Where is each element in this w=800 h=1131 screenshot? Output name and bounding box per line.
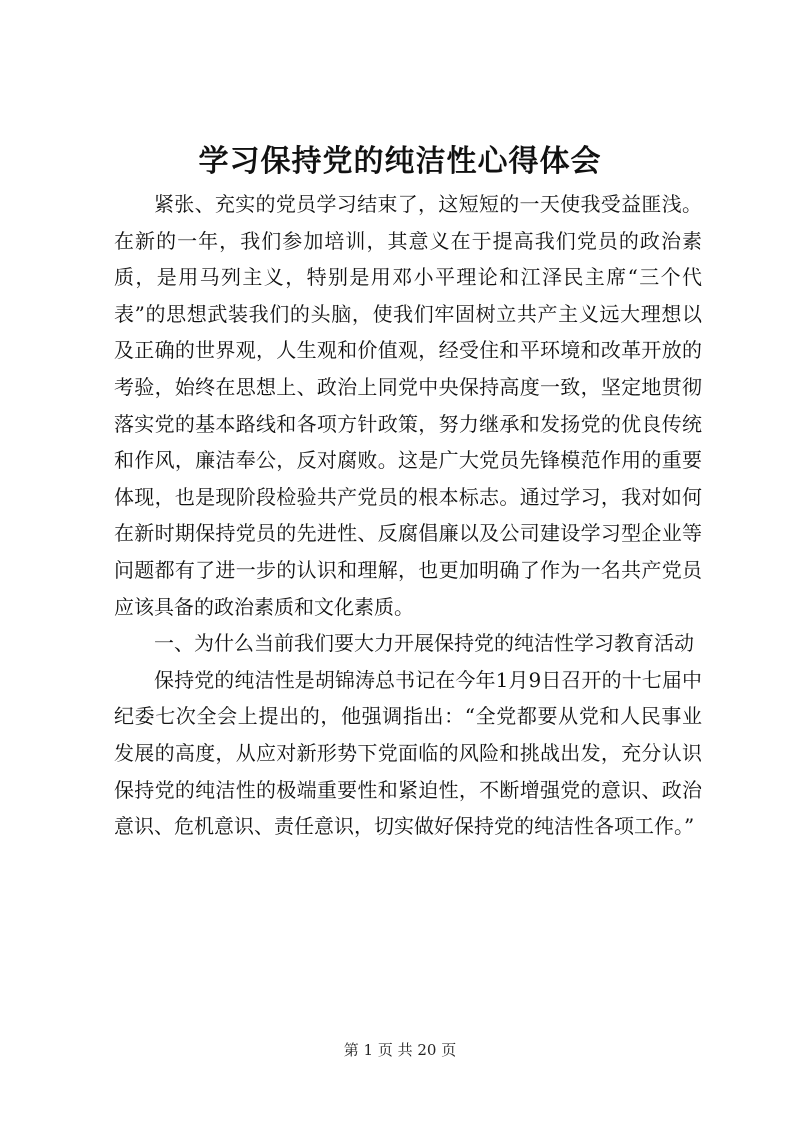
section-heading-1: 一、为什么当前我们要大力开展保持党的纯洁性学习教育活动 [154,631,694,656]
paragraph-intro: 紧张、充实的党员学习结束了，这短短的一天使我受益匪浅。在新的一年，我们参加培训，其意义在于提高我们党员的政治素质，是用马列主义，特别是用邓小平理论和江泽民主席“三个代表”的思想武装我们的头脑，使我们牢固树立共产主义远大理想以及正确的世界观，人生观和价值观，经受住和平环境和改革开放的考验，始终在思想上、政治上同党中央保持高度一致，坚定地贯彻落实党的基本路线和各项方针政策，努力继承和发扬党的优良传统和作风，廉洁奉公，反对腐败。这是广大党员先锋模范作用的重要体现，也是现阶段检验共产党员的根本标志。通过学习，我对如何在新时期保持党员的先进性、反腐倡廉以及公司建设学习型企业等问题都有了进一步的认识和理解，也更加明确了作为一名共产党员应该具备的政治素质和文化素质。 [114,192,702,619]
document-body [114,186,702,845]
paragraph-section-1: 保持党的纯洁性是胡锦涛总书记在今年1月9日召开的十七届中纪委七次全会上提出的，他强调指出：“全党都要从党和人民事业发展的高度，从应对新形势下党面临的风险和挑战出发，充分认识保持党的纯洁性的极端重要性和紧迫性，不断增强党的意识、政治意识、危机意识、责任意识，切实做好保持党的纯洁性各项工作。” [114,667,702,839]
document-title: 学习保持党的纯洁性心得体会 [198,144,602,179]
page-number-footer: 第 1 页 共 20 页 [343,1041,457,1059]
